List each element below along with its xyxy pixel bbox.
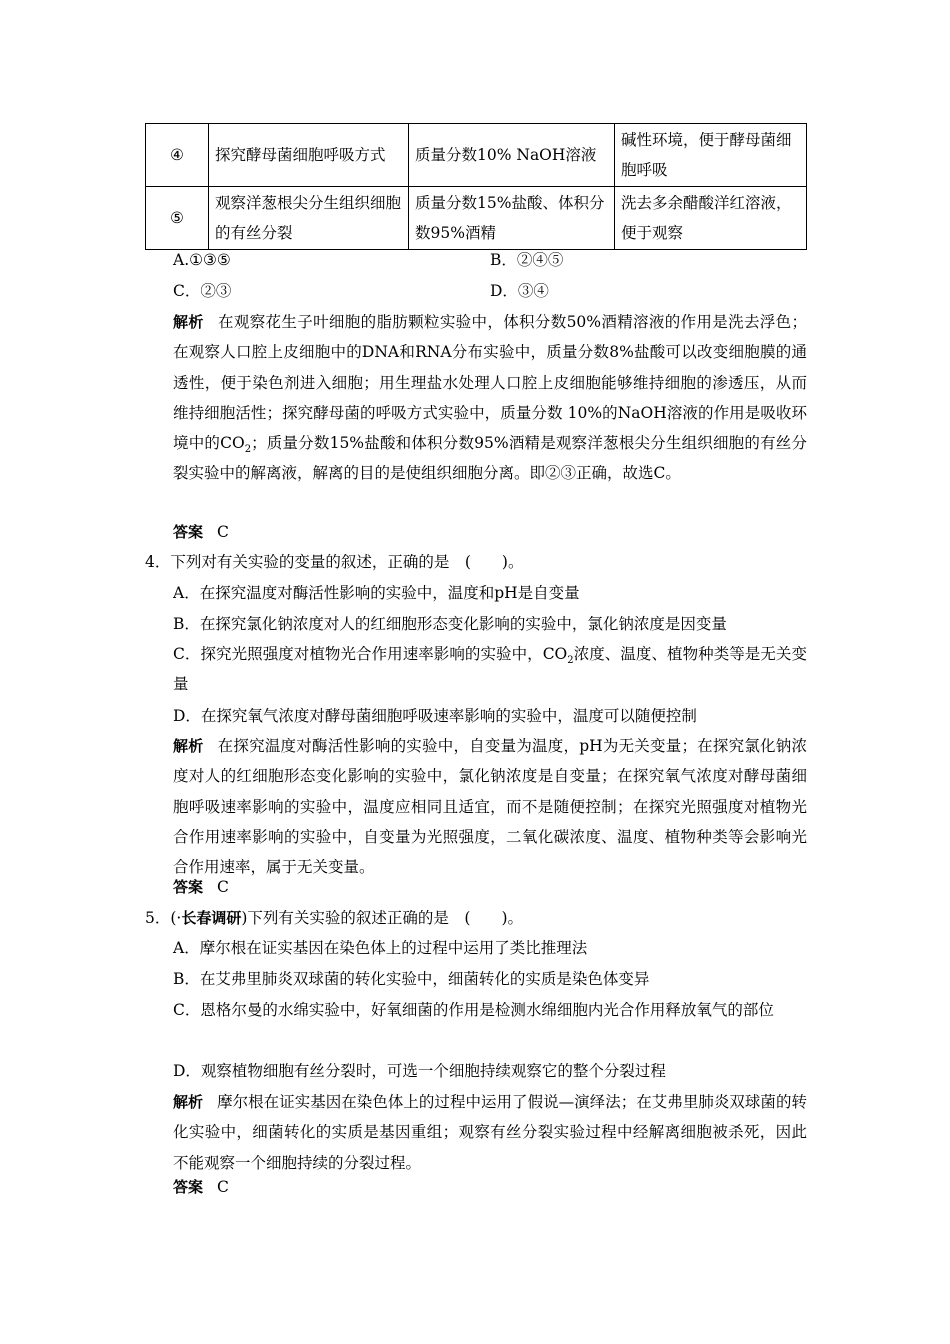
q4-stem: 4．下列对有关实验的变量的叙述，正确的是 ( )。 <box>145 553 524 571</box>
row-number: ④ <box>146 124 209 187</box>
answer-value: C <box>217 878 229 896</box>
q4-option-d: D．在探究氧气浓度对酵母菌细胞呼吸速率影响的实验中，温度可以随便控制 <box>173 707 697 725</box>
q5-option-b: B．在艾弗里肺炎双球菌的转化实验中，细菌转化的实质是染色体变异 <box>173 970 650 988</box>
q5-option-c: C．恩格尔曼的水绵实验中，好氧细菌的作用是检测水绵细胞内光合作用释放氧气的部位 <box>173 1001 774 1019</box>
analysis-label: 解析 <box>173 313 204 331</box>
stem-prefix: 5．(· <box>145 909 182 927</box>
answer-value: C <box>217 523 229 541</box>
q4-option-c <box>173 639 807 700</box>
option-text-cont: 浓度、温度、植物种类等是无关变量 <box>173 645 807 694</box>
analysis-text: 在探究温度对酶活性影响的实验中，自变量为温度，pH为无关变量；在探究氯化钠浓度对人的红细胞形态变化影响的实验中，氯化钠浓度是自变量；在探究氧气浓度对酵母菌细胞呼吸速率影响的实验中，温度应相同且适宜，而不是随便控制；在探究光照强度对植物光合作用速率影响的实验中，自变量为光照强度，二氧化碳浓度、温度、植物种类等会影响光合作用速率，属于无关变量。 <box>173 737 807 877</box>
answer-value: C <box>217 1178 229 1196</box>
q3-option-d: D．③④ <box>490 282 549 300</box>
experiment-name: 探究酵母菌细胞呼吸方式 <box>209 124 409 187</box>
q5-answer <box>173 1172 229 1202</box>
q3-option-b: B．②④⑤ <box>490 251 564 269</box>
q5-analysis <box>173 1087 807 1178</box>
q5-option-a: A．摩尔根在证实基因在染色体上的过程中运用了类比推理法 <box>173 939 588 957</box>
option-text: C．探究光照强度对植物光合作用速率影响的实验中，CO <box>173 645 568 663</box>
q3-option-a: A.①③⑤ <box>173 251 231 269</box>
q4-answer <box>173 872 229 902</box>
analysis-text: 摩尔根在证实基因在染色体上的过程中运用了假说—演绎法；在艾弗里肺炎双球菌的转化实验中，细菌转化的实质是基因重组；观察有丝分裂实验过程中经解离细胞被杀死，因此不能观察一个细胞持续的分裂过程。 <box>173 1093 807 1172</box>
experiment-table <box>145 123 807 250</box>
subscript: 2 <box>244 444 252 456</box>
table-row <box>146 187 807 250</box>
q5-option-d: D．观察植物细胞有丝分裂时，可选一个细胞持续观察它的整个分裂过程 <box>173 1062 666 1080</box>
reagent: 质量分数10% NaOH溶液 <box>409 124 615 187</box>
reagent-purpose: 洗去多余醋酸洋红溶液，便于观察 <box>615 187 807 250</box>
answer-label: 答案 <box>173 1178 204 1196</box>
experiment-name: 观察洋葱根尖分生组织细胞的有丝分裂 <box>209 187 409 250</box>
analysis-label: 解析 <box>173 1093 204 1111</box>
row-number: ⑤ <box>146 187 209 250</box>
answer-label: 答案 <box>173 523 204 541</box>
stem-source: 长春调研 <box>181 909 242 927</box>
analysis-label: 解析 <box>173 737 204 755</box>
stem-text: )下列有关实验的叙述正确的是 ( )。 <box>241 909 524 927</box>
q3-option-c: C．②③ <box>173 282 232 300</box>
reagent: 质量分数15%盐酸、体积分数95%酒精 <box>409 187 615 250</box>
answer-label: 答案 <box>173 878 204 896</box>
analysis-text-cont: ；质量分数15%盐酸和体积分数95%酒精是观察洋葱根尖分生组织细胞的有丝分裂实验中的解离液，解离的目的是使组织细胞分离。即②③正确，故选C。 <box>173 434 807 483</box>
q4-option-b: B．在探究氯化钠浓度对人的红细胞形态变化影响的实验中，氯化钠浓度是因变量 <box>173 615 727 633</box>
reagent-purpose: 碱性环境，便于酵母菌细胞呼吸 <box>615 124 807 187</box>
q5-stem <box>145 903 523 933</box>
analysis-text: 在观察花生子叶细胞的脂肪颗粒实验中，体积分数50%酒精溶液的作用是洗去浮色；在观察人口腔上皮细胞中的DNA和RNA分布实验中，质量分数8%盐酸可以改变细胞膜的通透性，便于染色剂进入细胞；用生理盐水处理人口腔上皮细胞能够维持细胞的渗透压，从而维持细胞活性；探究酵母菌的呼吸方式实验中，质量分数 10%的NaOH溶液的作用是吸收环境中的CO <box>173 313 807 453</box>
subscript: 2 <box>567 655 574 667</box>
q3-answer <box>173 517 229 547</box>
q4-option-a: A．在探究温度对酶活性影响的实验中，温度和pH是自变量 <box>173 584 580 602</box>
q4-analysis <box>173 731 807 882</box>
table-row <box>146 124 807 187</box>
q3-analysis <box>173 307 807 489</box>
